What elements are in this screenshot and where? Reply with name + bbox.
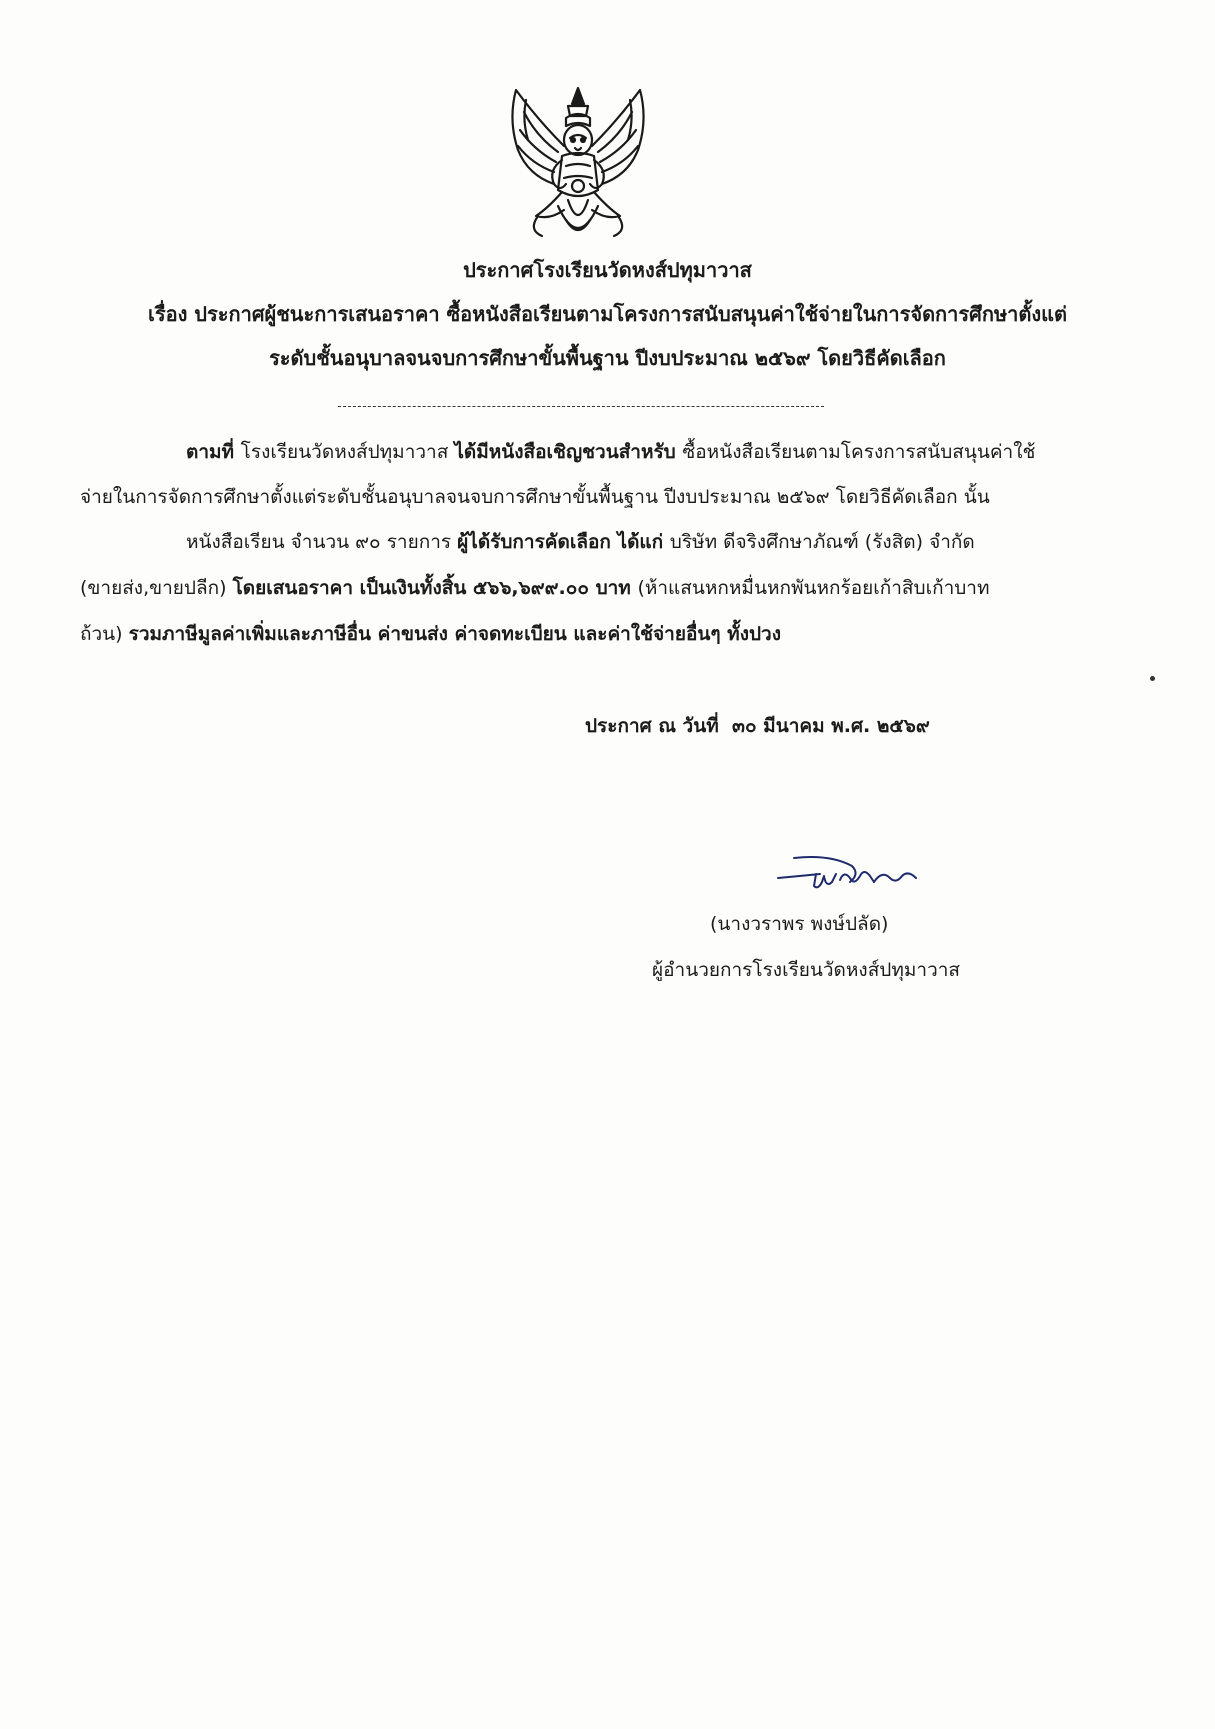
announcement-subject-line-1: เรื่อง ประกาศผู้ชนะการเสนอราคา ซื้อหนังสือเรียนตามโครงการสนับสนุนค่าใช้จ่ายในการจัดการศึกษาตั้งแต่ — [147, 302, 1067, 326]
handwritten-signature-icon — [770, 852, 930, 900]
body-text: รวมภาษีมูลค่าเพิ่มและภาษีอื่น ค่าขนส่ง ค่าจดทะเบียน และค่าใช้จ่ายอื่นๆ ทั้งปวง — [128, 623, 781, 645]
body-text: หนังสือเรียน จำนวน ๙๐ รายการ — [186, 531, 458, 553]
body-text: โรงเรียนวัดหงส์ปทุมาวาส — [240, 441, 455, 463]
signatory-position: ผู้อำนวยการโรงเรียนวัดหงส์ปทุมาวาส — [652, 959, 961, 981]
body-text: (ห้าแสนหกหมื่นหกพันหกร้อยเก้าสิบเก้าบาท — [637, 577, 990, 599]
signatory-name: (นางวราพร พงษ์ปลัด) — [710, 913, 889, 935]
date-value: ๓๐ มีนาคม พ.ศ. ๒๕๖๙ — [731, 715, 930, 737]
body-paragraph-1-line-1 — [186, 438, 1035, 466]
body-paragraph-2-line-2 — [80, 574, 990, 602]
scan-speck — [1150, 676, 1155, 681]
body-text: ๕๖๖,๖๙๙.๐๐ — [472, 577, 596, 599]
announcement-title: ประกาศโรงเรียนวัดหงส์ปทุมาวาส — [463, 258, 752, 282]
body-text: ถ้วน) — [80, 623, 129, 645]
body-paragraph-2-line-1 — [186, 528, 975, 556]
body-text: ซื้อหนังสือเรียนตามโครงการสนับสนุนค่าใช้ — [682, 441, 1036, 463]
body-text: ตามที่ — [186, 441, 241, 463]
body-paragraph-1-line-2: จ่ายในการจัดการศึกษาตั้งแต่ระดับชั้นอนุบาลจนจบการศึกษาขั้นพื้นฐาน ปีงบประมาณ ๒๕๖๙ โดยวิธีคัดเลือก นั้น — [80, 486, 990, 508]
body-text: ได้มีหนังสือเชิญชวนสำหรับ — [454, 441, 683, 463]
title-divider — [338, 406, 824, 407]
garuda-emblem-icon — [498, 80, 658, 260]
date-label: ประกาศ ณ วันที่ — [585, 715, 719, 737]
body-text: (ขายส่ง,ขายปลีก) — [80, 577, 233, 599]
announcement-subject-line-2: ระดับชั้นอนุบาลจนจบการศึกษาขั้นพื้นฐาน ปีงบประมาณ ๒๕๖๙ โดยวิธีคัดเลือก — [269, 346, 946, 370]
announcement-date — [585, 712, 930, 740]
body-text: โดยเสนอราคา เป็นเงินทั้งสิ้น — [232, 577, 473, 599]
body-text: บาท — [595, 577, 638, 599]
body-paragraph-2-line-3 — [80, 620, 781, 648]
body-text: ผู้ได้รับการคัดเลือก ได้แก่ — [457, 531, 670, 553]
body-text: บริษัท ดีจริงศึกษาภัณฑ์ (รังสิต) จำกัด — [669, 531, 975, 553]
